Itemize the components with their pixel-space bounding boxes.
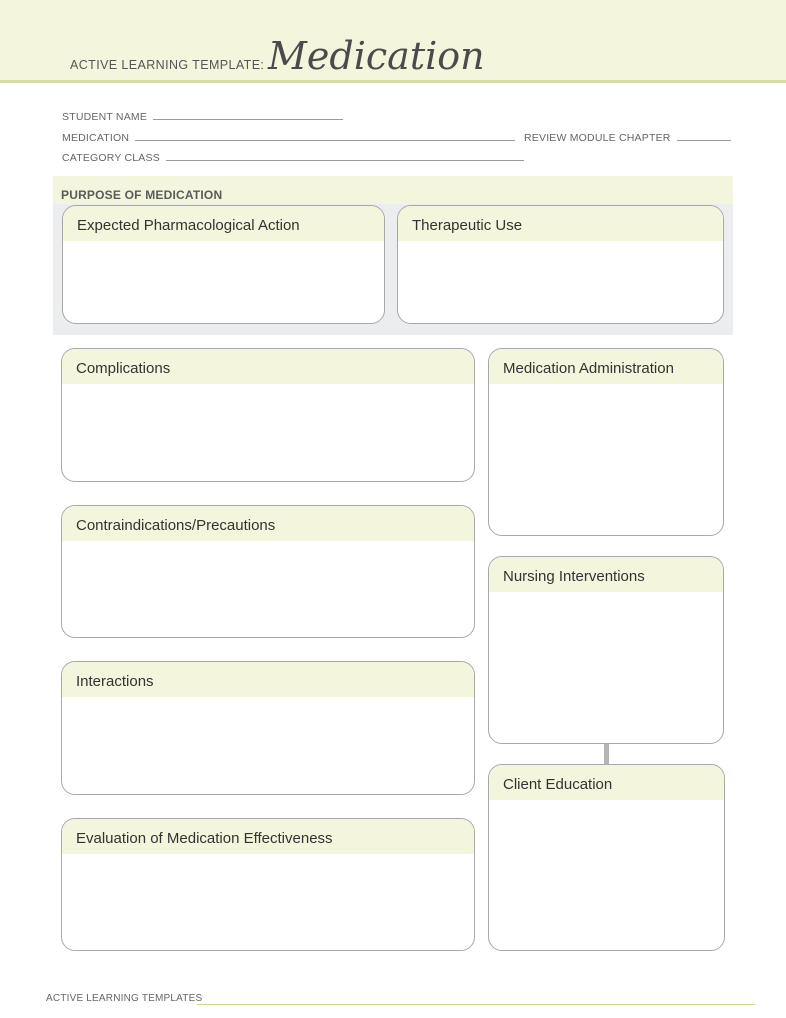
- category-class-line[interactable]: [166, 150, 524, 161]
- category-class-label: CATEGORY CLASS: [62, 152, 160, 164]
- client-education-heading: Client Education: [489, 765, 724, 800]
- administration-box[interactable]: [488, 348, 724, 536]
- footer-label: ACTIVE LEARNING TEMPLATES: [46, 993, 203, 1004]
- evaluation-heading: Evaluation of Medication Effectiveness: [62, 819, 474, 854]
- client-education-box[interactable]: [488, 764, 725, 951]
- administration-heading: Medication Administration: [489, 349, 723, 384]
- page-title: Medication: [268, 34, 485, 78]
- medication-label: MEDICATION: [62, 132, 130, 144]
- purpose-title: PURPOSE OF MEDICATION: [61, 188, 223, 202]
- review-module-chapter-field[interactable]: [524, 130, 731, 144]
- expected-action-heading: Expected Pharmacological Action: [63, 206, 384, 241]
- review-module-chapter-line[interactable]: [677, 130, 731, 141]
- footer-divider: [197, 1004, 755, 1005]
- connector-bar: [604, 744, 609, 764]
- interactions-heading: Interactions: [62, 662, 474, 697]
- therapeutic-use-heading: Therapeutic Use: [398, 206, 723, 241]
- template-label: ACTIVE LEARNING TEMPLATE:: [70, 58, 265, 72]
- interactions-box[interactable]: [61, 661, 475, 795]
- evaluation-box[interactable]: [61, 818, 475, 951]
- medication-field[interactable]: [62, 130, 515, 144]
- student-name-line[interactable]: [153, 109, 343, 120]
- student-name-label: STUDENT NAME: [62, 111, 148, 123]
- template-header: [0, 0, 786, 83]
- nursing-interventions-heading: Nursing Interventions: [489, 557, 723, 592]
- complications-box[interactable]: [61, 348, 475, 482]
- medication-line[interactable]: [135, 130, 515, 141]
- complications-heading: Complications: [62, 349, 474, 384]
- contraindications-heading: Contraindications/Precautions: [62, 506, 474, 541]
- review-module-chapter-label: REVIEW MODULE CHAPTER: [524, 132, 671, 144]
- nursing-interventions-box[interactable]: [488, 556, 724, 744]
- contraindications-box[interactable]: [61, 505, 475, 638]
- expected-action-box[interactable]: [62, 205, 385, 324]
- category-class-field[interactable]: [62, 150, 524, 164]
- student-name-field[interactable]: [62, 109, 343, 123]
- therapeutic-use-box[interactable]: [397, 205, 724, 324]
